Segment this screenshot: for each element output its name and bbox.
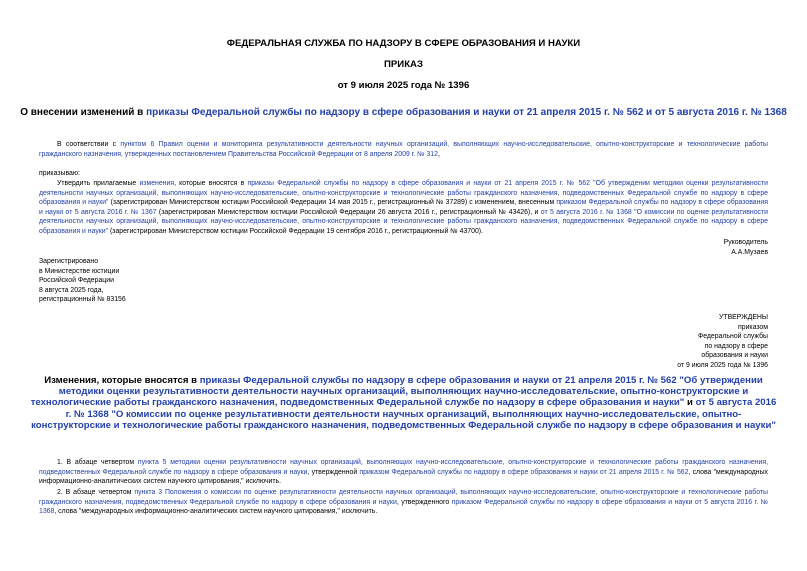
amendment-item-2 (39, 488, 768, 517)
clause-link-order-562[interactable]: приказы Федеральной службы по надзору в сфере образования и науки от 21 апреля 2015 г. № 562 "Об утверждении методики оценки результативности деятельности научных организаций, выполняющих научно-исследовательские, опытно-конструкторские и технологические работы гражданского назначения, подведомственных Федеральной службе по надзору в сфере образования и науки" (39, 180, 769, 207)
document-date-number: от 9 июля 2025 года № 1396 (337, 80, 470, 91)
document-title (0, 107, 807, 118)
approval-line-4: по надзору в сфере (704, 342, 768, 350)
clause-text-2: , которые вносятся в (174, 180, 248, 187)
document-type: ПРИКАЗ (384, 59, 423, 70)
annex-title-text-2: и (684, 397, 696, 409)
approval-line-5: образования и науки (701, 352, 768, 360)
clause-text-5: (зарегистрирован Министерством юстиции Российской Федерации 19 сентября 2016 г., регистрационный № 43700). (108, 227, 483, 235)
registration-line-2: в Министерстве юстиции (39, 267, 120, 275)
annex-title-link-562[interactable]: приказы Федеральной службы по надзору в сфере образования и науки от 21 апреля 2015 г. № 562 "Об утверждении методики оценки результативности деятельности научных организаций, выполняющих научно-исследовательские, опытно-конструкторские и технологические работы гражданского назначения, подведомственных Федеральной службе по надзору в сфере образования и науки" (30, 375, 763, 409)
item2-text-2: , утвержденного (396, 498, 452, 506)
item1-text-1: 1. В абзаце четвертом (57, 459, 138, 466)
approval-block (568, 313, 768, 371)
order-word: приказываю: (39, 170, 80, 177)
title-prefix: О внесении изменений в (20, 107, 147, 118)
agency-name: ФЕДЕРАЛЬНАЯ СЛУЖБА ПО НАДЗОРУ В СФЕРЕ ОБРАЗОВАНИЯ И НАУКИ (226, 38, 581, 49)
item1-link-methodology[interactable]: пункта 5 методики оценки результативности научных организаций, выполняющих научно-исследовательские, опытно-конструкторские и технологические работы гражданского назначения, подведомственных Федеральной службе по надзору в сфере образования и науки (39, 459, 769, 476)
clause-text-3: (зарегистрирован Министерством юстиции Российской Федерации 14 мая 2015 г., регистрационный № 37289) с изменением, внесенным (108, 199, 557, 207)
amendment-item-1 (39, 458, 768, 487)
item1-link-order-562[interactable]: приказом Федеральной службы по надзору в сфере образования и науки от 21 апреля 2015 г. № 562 (359, 468, 689, 476)
annex-title (30, 375, 777, 431)
registration-line-1: Зарегистрировано (39, 258, 99, 265)
clause-link-order-1368[interactable]: от 5 августа 2016 г. № 1368 "О комиссии по оценке результативности деятельности научных организаций, выполняющих научно-исследовательские, опытно-конструкторские и технологические работы гражданского назначения, подведомственных Федеральной службе по надзору в сфере образования и науки" (39, 208, 768, 235)
item2-link-order-1368[interactable]: приказом Федеральной службы по надзору в сфере образования и науки от 5 августа 2016 г. № 1368 (39, 498, 768, 516)
approval-line-3: Федеральной службы (697, 333, 768, 341)
item1-text-3: , слова "международных информационно-аналитических систем научного цитирования," исключить. (39, 468, 768, 486)
clause-text-1: Утвердить прилагаемые (57, 180, 140, 187)
item2-text-1: 2. В абзаце четвертом (57, 489, 135, 496)
title-link[interactable]: приказы Федеральной службы по надзору в сфере образования и науки от 21 апреля 2015 г. № 562 и от 5 августа 2016 г. № 1368 (146, 107, 787, 118)
annex-title-text-1: Изменения, которые вносятся в (44, 375, 200, 386)
clause-link-changes[interactable]: изменения (139, 180, 175, 187)
registration-block (39, 257, 239, 305)
registration-line-4: 8 августа 2025 года, (39, 286, 104, 294)
registration-line-5: регистрационный № 83156 (39, 296, 126, 304)
signature-position: Руководитель (723, 239, 768, 246)
signature-name: А.А.Музаев (731, 249, 768, 256)
item1-text-2: , утвержденной (307, 468, 360, 476)
main-clause-paragraph (39, 179, 768, 237)
annex-title-link-1368[interactable]: от 5 августа 2016 г. № 1368 "О комиссии по оценке результативности деятельности научных организаций, выполняющих научно-исследовательские, опытно-конструкторские и технологические работы гражданского назначения, подведомственных Федеральной службе по надзору в сфере образования и науки" (31, 397, 777, 431)
approval-line-6: от 9 июля 2025 года № 1396 (677, 361, 768, 369)
preamble-paragraph (39, 140, 768, 159)
approval-line-2: приказом (738, 323, 768, 331)
approval-line-1: УТВЕРЖДЕНЫ (719, 314, 768, 321)
preamble-text-2: , (437, 150, 440, 158)
clause-link-order-1367[interactable]: приказом Федеральной службы по надзору в сфере образования и науки от 5 августа 2016 г. № 1367 (39, 199, 768, 216)
clause-text-4: (зарегистрирован Министерством юстиции Российской Федерации 26 августа 2016 г., регистрационный № 43426), и (156, 208, 541, 216)
preamble-link-rules[interactable]: пунктом 6 Правил оценки и мониторинга результативности деятельности научных организаций, выполняющих научно-исследовательские, опытно-конструкторские и технологические работы гражданского назначения, утвержденных постановлением Правительства Российской Федерации от 8 апреля 2009 г. № 312 (39, 141, 769, 158)
registration-line-3: Российской Федерации (39, 277, 114, 285)
item2-text-3: , слова "международных информационно-аналитических систем научного цитирования," исключить. (54, 508, 378, 516)
preamble-text-1: В соответствии с (57, 141, 121, 148)
item2-link-regulation[interactable]: пункта 3 Положения о комиссии по оценке результативности деятельности научных организаций, выполняющих научно-исследовательские, опытно-конструкторские и технологические работы гражданского назначения, подведомственных Федеральной службе по надзору в сфере образования и науки (39, 489, 768, 506)
